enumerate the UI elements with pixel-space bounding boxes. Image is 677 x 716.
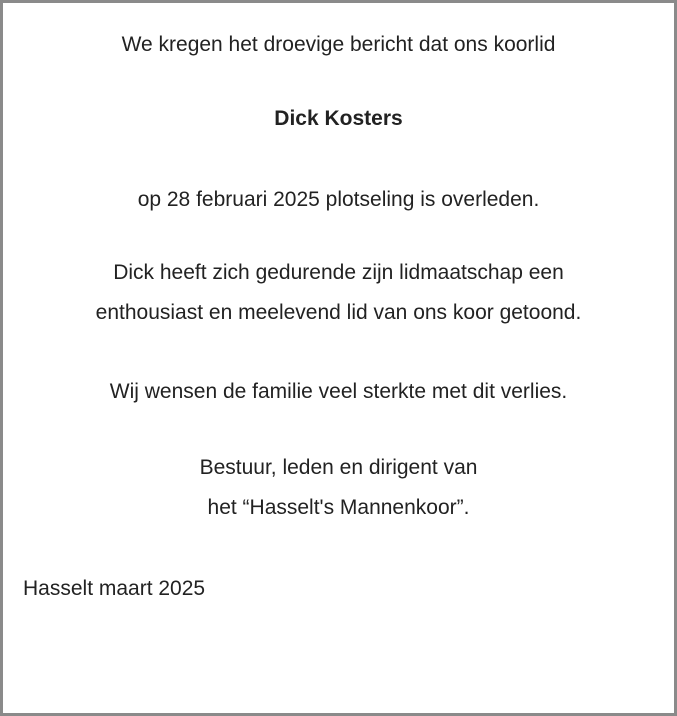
- deceased-name: Dick Kosters: [274, 107, 403, 130]
- date-of-death-text: op 28 februari 2025 plotseling is overleden.: [137, 188, 540, 211]
- tribute-line-2: enthousiast en meelevend lid van ons koor getoond.: [95, 301, 582, 324]
- tribute-line-1: Dick heeft zich gedurende zijn lidmaatschap een: [113, 261, 564, 284]
- signature-line-2: het “Hasselt's Mannenkoor”.: [207, 496, 470, 519]
- condolence-text: Wij wensen de familie veel sterkte met dit verlies.: [109, 380, 568, 403]
- intro-text: We kregen het droevige bericht dat ons koorlid: [121, 33, 556, 56]
- signature-line-1: Bestuur, leden en dirigent van: [199, 456, 478, 479]
- place-date-text: Hasselt maart 2025: [23, 577, 206, 600]
